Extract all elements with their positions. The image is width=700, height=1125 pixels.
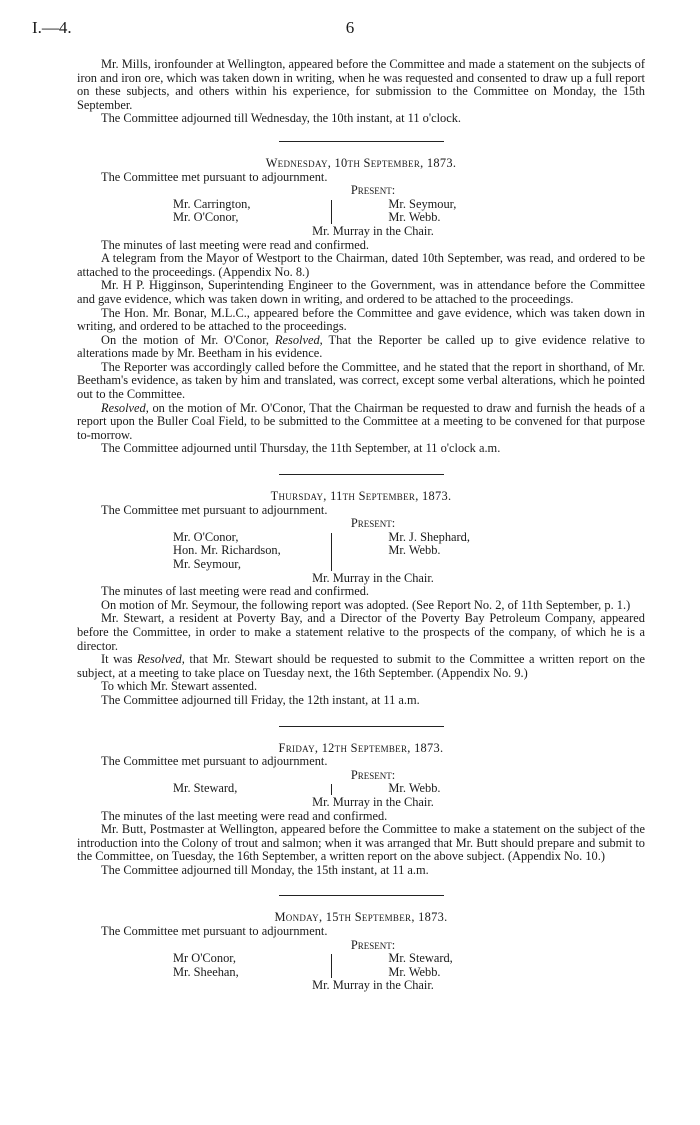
member-name: Mr. O'Conor,: [173, 210, 239, 225]
resolved-word: Resolved,: [101, 400, 149, 415]
chair-line: Mr. Murray in the Chair.: [312, 978, 434, 993]
page-number: 6: [345, 18, 355, 37]
attendance-right: [332, 952, 513, 979]
session-heading: Wednesday, 10th September, 1873.: [265, 155, 457, 170]
minutes-paragraph: The minutes of last meeting were read and confirmed.: [101, 584, 370, 599]
chair-line: Mr. Murray in the Chair.: [312, 570, 434, 585]
minutes-paragraph: Mr. H P. Higginson, Superintending Engineer to the Government, was in attendance before the Committee and gave evidence, which was taken down in writing, and ordered to be attached to the proceedings.: [77, 278, 645, 306]
minutes-paragraph: The Hon. Mr. Bonar, M.L.C., appeared before the Committee and gave evidence, which was taken down in writing, and ordered to be attached to the proceedings.: [77, 305, 645, 334]
attendance-right: [332, 198, 513, 225]
text-run: that Mr. Stewart should be requested to submit to the Committee a written report on the subject, at a meeting to take place on Tuesday next, the 16th September. (Appendix No. 9.): [77, 652, 645, 680]
present-label: Present:: [350, 937, 396, 952]
minutes-paragraph: The Committee adjourned till Friday, the 12th instant, at 11 a.m.: [101, 692, 420, 707]
member-name: Mr. Steward,: [388, 951, 453, 966]
minutes-body: [77, 58, 645, 993]
member-name: Mr. Carrington,: [173, 196, 251, 211]
attendance-list: [173, 782, 513, 796]
minutes-paragraph: [77, 402, 645, 443]
minutes-paragraph: The Reporter was accordingly called before the Committee, and he stated that the report in shorthand, of Mr. Beetham's evidence, as taken by him and translated, was correct, except some verbal alterations, which he pointed out to the Committee.: [77, 359, 645, 402]
present-label: Present:: [350, 767, 396, 782]
attendance-right: [332, 782, 513, 796]
minutes-paragraph: To which Mr. Stewart assented.: [101, 679, 258, 694]
text-run: On the motion of Mr. O'Conor,: [101, 332, 275, 347]
minutes-paragraph: On motion of Mr. Seymour, the following report was adopted. (See Report No. 2, of 11th September, p. 1.): [101, 597, 631, 612]
text-run: on the motion of Mr. O'Conor, That the Chairman be requested to draw and furnish the heads of a report upon the Buller Coal Field, to be submitted to the Committee at a meeting to be convened for that purpose to-morrow.: [77, 400, 645, 442]
intro-adjournment: The Committee adjourned till Wednesday, the 10th instant, at 11 o'clock.: [101, 111, 462, 126]
member-name: Mr. Seymour,: [388, 196, 457, 211]
page-header: [32, 18, 668, 38]
session-met: The Committee met pursuant to adjournment.: [101, 924, 328, 939]
paper-reference: I.—4.: [32, 18, 72, 37]
minutes-paragraph: [77, 334, 645, 361]
text-run: It was: [101, 652, 137, 667]
minutes-paragraph: The Committee adjourned until Thursday, the 11th September, at 11 o'clock a.m.: [101, 441, 501, 456]
chair-line: Mr. Murray in the Chair.: [312, 794, 434, 809]
attendance-left: [173, 198, 331, 225]
member-name: Mr. Webb.: [388, 964, 441, 979]
intro-paragraph: Mr. Mills, ironfounder at Wellington, appeared before the Committee and made a statement on the subjects of iron and iron ore, which was taken down in writing, when he was requested and consented to draw up a full report on these subjects, and others within his experience, for submission to the Committee on Monday, the 15th September.: [77, 57, 645, 112]
member-name: Mr. Steward,: [173, 781, 238, 796]
attendance-left: [173, 782, 331, 796]
resolved-word: Resolved,: [136, 652, 185, 667]
minutes-paragraph: The minutes of the last meeting were read and confirmed.: [101, 808, 388, 823]
attendance-list: [173, 952, 513, 979]
member-name: Mr O'Conor,: [173, 951, 236, 966]
member-name: Mr. Seymour,: [173, 557, 241, 571]
session-heading: Thursday, 11th September, 1873.: [270, 489, 452, 504]
member-name: Mr. J. Shephard,: [388, 529, 470, 544]
section-divider: [279, 141, 444, 142]
attendance-left: [173, 531, 331, 572]
resolved-word: Resolved,: [274, 332, 323, 347]
member-name: Mr. Webb.: [388, 210, 441, 225]
attendance-left: [173, 952, 331, 979]
attendance-list: [173, 198, 513, 225]
member-name: Mr. O'Conor,: [173, 529, 239, 544]
session-met: The Committee met pursuant to adjournment.: [101, 169, 328, 184]
minutes-paragraph: Mr. Butt, Postmaster at Wellington, appeared before the Committee to make a statement on the subject of the introduction into the Colony of trout and salmon; when it was arranged that Mr. Butt should prepare and submit to the Committee, on Tuesday, the 16th September, a written report on the above subject. (Appendix No. 10.): [77, 822, 645, 864]
minutes-paragraph: The minutes of last meeting were read and confirmed.: [101, 237, 370, 252]
present-label: Present:: [350, 183, 396, 198]
session-heading: Monday, 15th September, 1873.: [274, 910, 448, 925]
minutes-paragraph: The Committee adjourned till Monday, the 15th instant, at 11 a.m.: [101, 862, 429, 877]
text-run: That the Reporter be called up to give evidence relative to alterations made by Mr. Beetham in his evidence.: [77, 332, 645, 361]
minutes-paragraph: Mr. Stewart, a resident at Poverty Bay, and a Director of the Poverty Bay Petroleum Company, appeared before the Committee, in order to make a statement relative to the prospects of the company, of which he is a director.: [77, 611, 645, 653]
attendance-list: [173, 531, 513, 572]
minutes-paragraph: [77, 653, 645, 680]
session-met: The Committee met pursuant to adjournment.: [101, 502, 328, 517]
chair-line: Mr. Murray in the Chair.: [312, 223, 434, 238]
member-name: Mr. Webb.: [388, 543, 441, 558]
session-heading: Friday, 12th September, 1873.: [278, 740, 444, 755]
member-name: Hon. Mr. Richardson,: [173, 543, 281, 558]
section-divider: [279, 895, 444, 896]
session-met: The Committee met pursuant to adjournment.: [101, 754, 328, 769]
section-divider: [279, 474, 444, 475]
attendance-right: [332, 531, 513, 572]
member-name: Mr. Webb.: [388, 781, 441, 796]
member-name: Mr. Sheehan,: [173, 964, 239, 979]
section-divider: [279, 726, 444, 727]
present-label: Present:: [350, 516, 396, 531]
minutes-paragraph: A telegram from the Mayor of Westport to the Chairman, dated 10th September, was read, and ordered to be attached to the proceedings. (Appendix No. 8.): [77, 251, 645, 279]
